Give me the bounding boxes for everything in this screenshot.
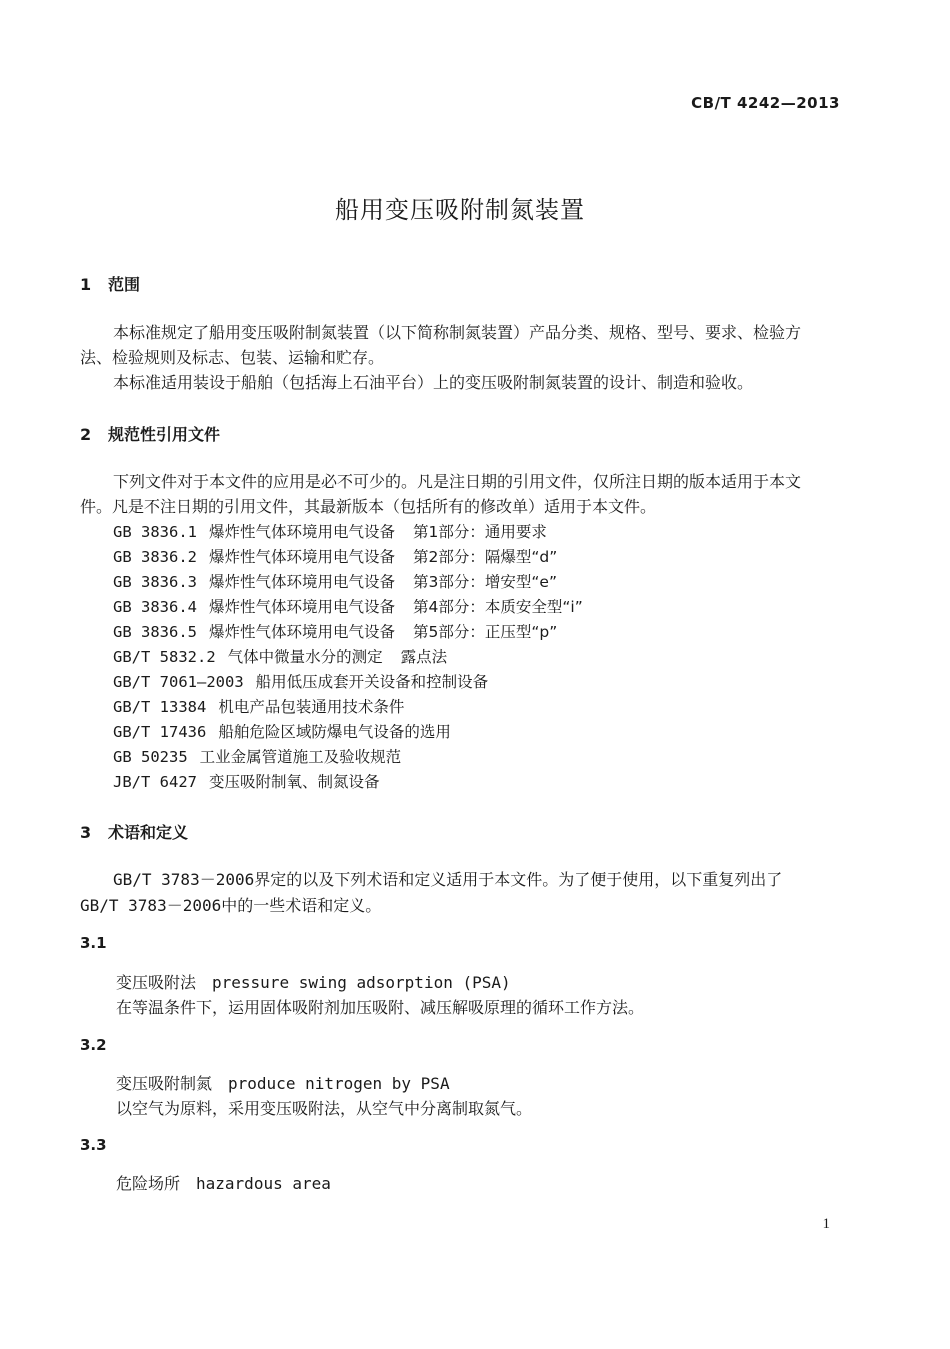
- ref-title: 爆炸性气体环境用电气设备: [209, 573, 396, 591]
- standard-code: CB/T 4242—2013: [691, 94, 840, 112]
- ref-code: GB/T 7061—2003: [113, 673, 244, 691]
- ref-part: 露点法: [400, 648, 448, 666]
- section-title: 范围: [108, 275, 141, 294]
- ref-code: GB/T 5832.2: [113, 648, 216, 666]
- reference-item: [113, 770, 380, 792]
- ref-part: 第3部分：增安型“e”: [413, 573, 557, 591]
- section-2-intro-line1: 下列文件对于本文件的应用是必不可少的。凡是注日期的引用文件，仅所注日期的版本适用于本文: [113, 472, 802, 491]
- section-2-heading: [80, 422, 220, 445]
- ref-title: 船用低压成套开关设备和控制设备: [255, 673, 489, 691]
- reference-item: [113, 745, 401, 767]
- reference-item: [113, 720, 451, 742]
- section-number: 1: [80, 275, 92, 294]
- ref-code: GB/T 13384: [113, 698, 207, 716]
- ref-code: GB 50235: [113, 748, 188, 766]
- term-en: hazardous area: [196, 1174, 331, 1193]
- section-title: 规范性引用文件: [108, 425, 221, 444]
- ref-part: 第5部分：正压型“p”: [413, 623, 558, 641]
- section-1-para2: 本标准适用装设于船舶（包括海上石油平台）上的变压吸附制氮装置的设计、制造和验收。: [113, 373, 754, 392]
- ref-part: 第2部分：隔爆型“d”: [413, 548, 558, 566]
- ref-title: 船舶危险区域防爆电气设备的选用: [218, 723, 451, 741]
- term-heading: [116, 970, 511, 993]
- reference-item: [113, 570, 557, 592]
- term-en: produce nitrogen by PSA: [228, 1074, 450, 1093]
- ref-title: 气体中微量水分的测定: [227, 648, 383, 666]
- section-1-para1-line2: 法、检验规则及标志、包装、运输和贮存。: [80, 348, 385, 367]
- reference-item: [113, 695, 404, 717]
- term-definition: 在等温条件下，运用固体吸附剂加压吸附、减压解吸原理的循环工作方法。: [116, 998, 645, 1017]
- ref-code: GB 3836.4: [113, 598, 197, 616]
- term-zh: 变压吸附制氮: [116, 1074, 213, 1093]
- section-number: 2: [80, 425, 92, 444]
- section-3-intro-line2: GB/T 3783－2006中的一些术语和定义。: [80, 896, 382, 915]
- page-number: 1: [822, 1216, 830, 1232]
- ref-code: GB 3836.5: [113, 623, 197, 641]
- ref-title: 爆炸性气体环境用电气设备: [209, 623, 396, 641]
- section-3-heading: [80, 820, 188, 843]
- section-title: 术语和定义: [108, 823, 189, 842]
- document-title: 船用变压吸附制氮装置: [335, 196, 585, 224]
- ref-part: 第4部分：本质安全型“i”: [413, 598, 583, 616]
- reference-item: [113, 545, 557, 567]
- term-heading: [116, 1071, 450, 1094]
- ref-code: GB 3836.2: [113, 548, 197, 566]
- ref-title: 机电产品包装通用技术条件: [218, 698, 405, 716]
- ref-code: GB 3836.3: [113, 573, 197, 591]
- ref-code: JB/T 6427: [113, 773, 197, 791]
- term-number: 3.1: [80, 934, 107, 952]
- ref-code: GB 3836.1: [113, 523, 197, 541]
- ref-title: 爆炸性气体环境用电气设备: [209, 548, 396, 566]
- section-number: 3: [80, 823, 92, 842]
- section-1-para1-line1: 本标准规定了船用变压吸附制氮装置（以下简称制氮装置）产品分类、规格、型号、要求、检验方: [113, 323, 802, 342]
- term-definition: 以空气为原料，采用变压吸附法，从空气中分离制取氮气。: [116, 1099, 533, 1118]
- ref-title: 变压吸附制氧、制氮设备: [209, 773, 380, 791]
- section-2-intro-line2: 件。凡是不注日期的引用文件，其最新版本（包括所有的修改单）适用于本文件。: [80, 497, 657, 516]
- term-zh: 危险场所: [116, 1174, 181, 1193]
- ref-part: 第1部分：通用要求: [413, 523, 547, 541]
- term-number: 3.2: [80, 1036, 107, 1054]
- section-1-heading: [80, 272, 140, 295]
- ref-code: GB/T 17436: [113, 723, 207, 741]
- ref-title: 爆炸性气体环境用电气设备: [209, 523, 396, 541]
- reference-item: [113, 645, 447, 667]
- term-number: 3.3: [80, 1136, 107, 1154]
- reference-item: [113, 670, 488, 692]
- reference-item: [113, 620, 557, 642]
- reference-item: [113, 520, 547, 542]
- reference-item: [113, 595, 583, 617]
- term-heading: [116, 1171, 331, 1194]
- section-3-intro-line1: GB/T 3783－2006界定的以及下列术语和定义适用于本文件。为了便于使用，以下重复列出了: [113, 870, 783, 889]
- ref-title: 爆炸性气体环境用电气设备: [209, 598, 396, 616]
- ref-title: 工业金属管道施工及验收规范: [199, 748, 402, 766]
- term-zh: 变压吸附法: [116, 973, 197, 992]
- term-en: pressure swing adsorption (PSA): [212, 973, 511, 992]
